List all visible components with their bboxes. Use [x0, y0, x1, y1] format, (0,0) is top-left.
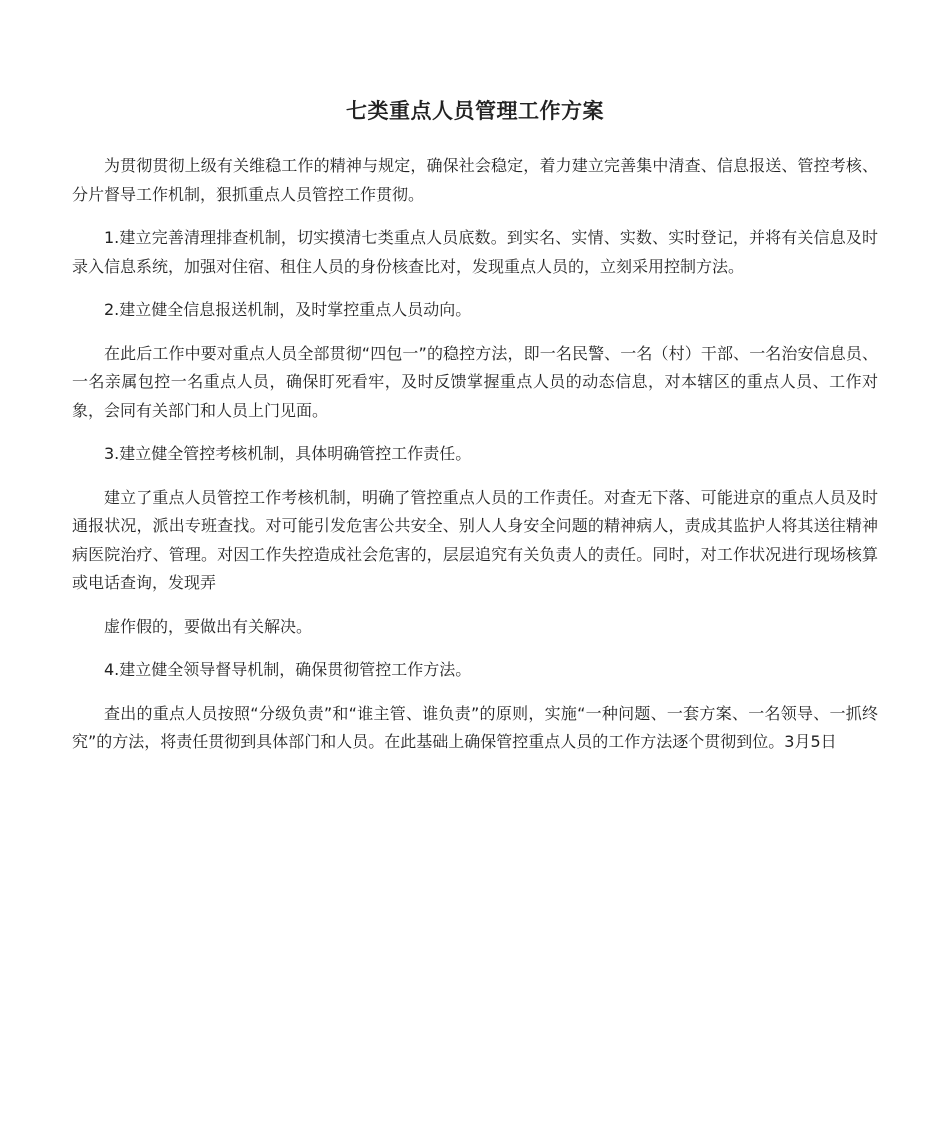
document-page — [72, 96, 878, 772]
paragraph-item-1: 1.建立完善清理排查机制，切实摸清七类重点人员底数。到实名、实情、实数、实时登记，并将有关信息及时录入信息系统，加强对住宿、租住人员的身份核查比对，发现重点人员的，立刻采用控制方法。 — [72, 228, 878, 276]
paragraph-item-3-heading: 3.建立健全管控考核机制，具体明确管控工作责任。 — [104, 444, 472, 463]
paragraph-item-2-heading: 2.建立健全信息报送机制，及时掌控重点人员动向。 — [104, 300, 472, 319]
paragraph-item-3-continuation: 虚作假的，要做出有关解决。 — [104, 616, 313, 636]
paragraph-item-4-heading: 4.建立健全领导督导机制，确保贯彻管控工作方法。 — [104, 660, 472, 679]
paragraph-item-2-body: 在此后工作中要对重点人员全部贯彻“四包一”的稳控方法，即一名民警、一名（村）干部、一名治安信息员、一名亲属包控一名重点人员，确保盯死看牢，及时反馈掌握重点人员的动态信息，对本辖区的重点人员、工作对象，会同有关部门和人员上门见面。 — [72, 343, 878, 420]
paragraph-item-4-body: 查出的重点人员按照“分级负责”和“谁主管、谁负责”的原则，实施“一种问题、一套方案、一名领导、一抓终究”的方法，将责任贯彻到具体部门和人员。在此基础上确保管控重点人员的工作方法逐个贯彻到位。3月5日 — [72, 703, 878, 751]
paragraph-item-3-body: 建立了重点人员管控工作考核机制，明确了管控重点人员的工作责任。对查无下落、可能进京的重点人员及时通报状况，派出专班查找。对可能引发危害公共安全、别人人身安全问题的精神病人，责成其监护人将其送往精神病医院治疗、管理。对因工作失控造成社会危害的，层层追究有关负责人的责任。同时，对工作状况进行现场核算或电话查询，发现弄 — [72, 487, 878, 592]
paragraph-intro: 为贯彻贯彻上级有关维稳工作的精神与规定，确保社会稳定，着力建立完善集中清查、信息报送、管控考核、分片督导工作机制，狠抓重点人员管控工作贯彻。 — [72, 156, 878, 204]
document-title: 七类重点人员管理工作方案 — [346, 99, 604, 123]
